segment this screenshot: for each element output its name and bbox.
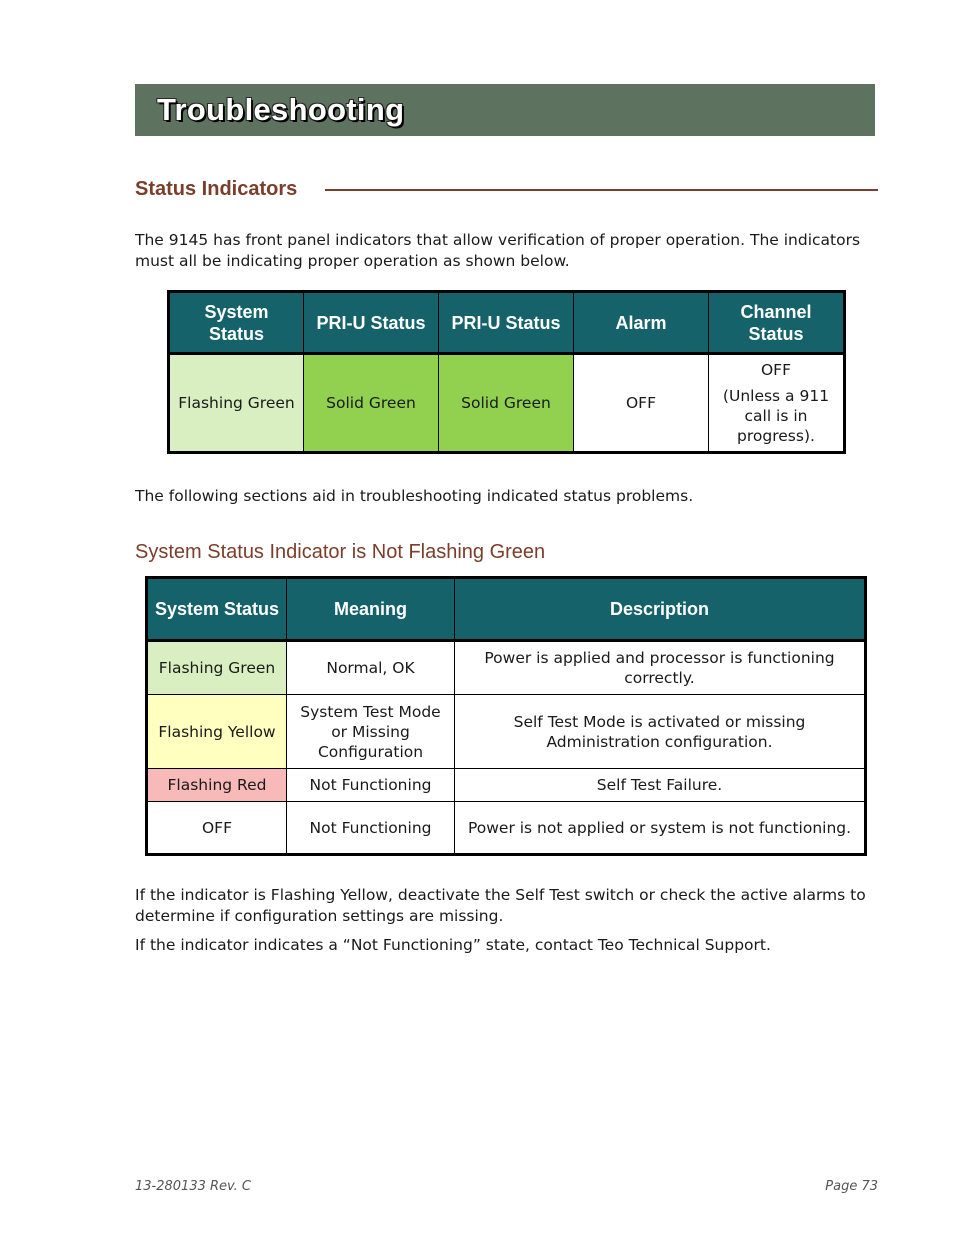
channel-status-value: OFF bbox=[760, 361, 792, 379]
status-indicators-heading: Status Indicators bbox=[135, 178, 298, 200]
flashing-yellow-note: If the indicator is Flashing Yellow, deactivate the Self Test switch or check the active alarms to determine if configuration settings are missing. bbox=[135, 886, 866, 925]
status-intro-paragraph: The 9145 has front panel indicators that allow verification of proper operation. The indicators must all be indicating proper operation as shown below. bbox=[135, 231, 861, 270]
header-system-status: System Status bbox=[147, 578, 287, 641]
cell-alarm: OFF bbox=[574, 354, 709, 453]
table-row bbox=[147, 802, 866, 855]
header-channel-status: Channel Status bbox=[709, 292, 845, 354]
table-row bbox=[169, 354, 845, 453]
header-pri-u-status: PRI-U Status bbox=[304, 292, 439, 354]
table-header-row bbox=[169, 292, 845, 354]
status-indicators-table bbox=[167, 290, 846, 454]
cell-system-status: Flashing Green bbox=[169, 354, 304, 453]
table-header-row bbox=[147, 578, 866, 641]
cell-meaning: Not Functioning bbox=[287, 769, 455, 802]
page-banner bbox=[135, 84, 875, 136]
cell-status: Flashing Red bbox=[147, 769, 287, 802]
cell-meaning: Normal, OK bbox=[287, 641, 455, 695]
system-status-heading: System Status Indicator is Not Flashing Green bbox=[135, 541, 546, 563]
cell-description: Self Test Mode is activated or missing Administration configuration. bbox=[455, 695, 866, 769]
cell-status: Flashing Green bbox=[147, 641, 287, 695]
page-title: Troubleshooting bbox=[157, 92, 405, 127]
cell-channel-status bbox=[709, 354, 845, 453]
header-system-status: System Status bbox=[169, 292, 304, 354]
cell-meaning: System Test Mode or Missing Configuration bbox=[287, 695, 455, 769]
channel-status-note: (Unless a 911 call is in progress). bbox=[722, 387, 830, 445]
cell-description: Self Test Failure. bbox=[455, 769, 866, 802]
section-divider bbox=[325, 189, 878, 191]
cell-description: Power is applied and processor is functioning correctly. bbox=[455, 641, 866, 695]
cell-meaning: Not Functioning bbox=[287, 802, 455, 855]
cell-status: OFF bbox=[147, 802, 287, 855]
cell-status: Flashing Yellow bbox=[147, 695, 287, 769]
header-alarm: Alarm bbox=[574, 292, 709, 354]
not-functioning-note: If the indicator indicates a “Not Functioning” state, contact Teo Technical Support. bbox=[135, 936, 771, 954]
cell-pri-u-status: Solid Green bbox=[439, 354, 574, 453]
footer-doc-number: 13-280133 Rev. C bbox=[135, 1179, 251, 1194]
table-row bbox=[147, 641, 866, 695]
system-status-table bbox=[145, 576, 867, 856]
header-description: Description bbox=[455, 578, 866, 641]
after-table-paragraph: The following sections aid in troubleshooting indicated status problems. bbox=[135, 487, 694, 505]
table-row bbox=[147, 769, 866, 802]
header-pri-u-status: PRI-U Status bbox=[439, 292, 574, 354]
footer-page-number: Page 73 bbox=[825, 1179, 878, 1194]
table-row bbox=[147, 695, 866, 769]
cell-pri-u-status: Solid Green bbox=[304, 354, 439, 453]
header-meaning: Meaning bbox=[287, 578, 455, 641]
cell-description: Power is not applied or system is not functioning. bbox=[455, 802, 866, 855]
